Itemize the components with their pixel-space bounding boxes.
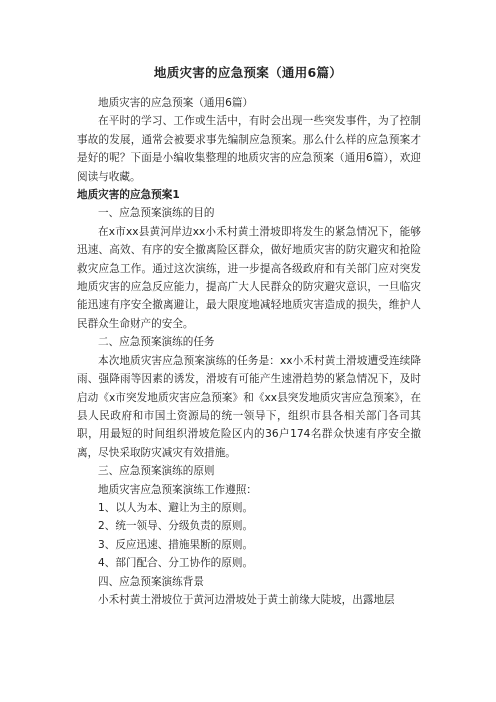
paragraph-principles-intro: 地质灾害应急预案演练工作遵照： (98, 483, 257, 496)
subheading-background: 四、应急预案演练背景 (98, 575, 204, 588)
list-item: 2、统一领导、分级负责的原则。 (98, 520, 254, 533)
subheading-task: 二、应急预案演练的任务 (98, 336, 215, 349)
document-body (77, 94, 421, 609)
paragraph-intro: 在平时的学习、工作或生活中，有时会出现一些突发事件，为了控制事故的发展，通常会被要求事先编制应急预案。那么什么样的应急预案才是好的呢？下面是小编收集整理的地质灾害的应急预案（通用6篇），欢迎阅读与收藏。 (77, 115, 421, 183)
list-item: 1、以人为本、避让为主的原则。 (98, 501, 254, 514)
paragraph-purpose: 在x市xx县黄河岸边xx小禾村黄土滑坡即将发生的紧急情况下，能够迅速、高效、有序的安全撤离险区群众，做好地质灾害的防灾避灾和抢险救灾应急工作。通过这次演练，进一步提高各级政府和有关部门应对突发地质灾害的应急反应能力，提高广大人民群众的防灾避灾意识，一旦临灾能迅速有序安全撤离避让，最大限度地减轻地质灾害造成的损失，维护人民群众生命财产的安全。 (77, 225, 421, 330)
section-heading: 地质灾害的应急预案1 (77, 189, 180, 202)
paragraph-task: 本次地质灾害应急预案演练的任务是：xx小禾村黄土滑坡遭受连续降雨、强降雨等因素的诱发，滑坡有可能产生速滑趋势的紧急情况下，及时启动《x市突发地质灾害应急预案》和《xx县突发地质灾害应急预案》，在县人民政府和市国土资源局的统一领导下，组织市县各相关部门各司其职，用最短的时间组织滑坡危险区内的36户174名群众快速有序安全撤离，尽快采取防灾减灾有效措施。 (77, 354, 421, 459)
paragraph-subtitle: 地质灾害的应急预案（通用6篇） (98, 97, 254, 109)
paragraph-background: 小禾村黄土滑坡位于黄河边滑坡处于黄土前缘大陡坡，出露地层 (98, 593, 395, 606)
list-item: 4、部门配合、分工协作的原则。 (98, 557, 254, 570)
list-item: 3、反应迅速、措施果断的原则。 (98, 538, 254, 551)
subheading-purpose: 一、应急预案演练的目的 (98, 207, 215, 220)
subheading-principles: 三、应急预案演练的原则 (98, 465, 215, 478)
document-title: 地质灾害的应急预案（通用6篇） (153, 65, 343, 80)
